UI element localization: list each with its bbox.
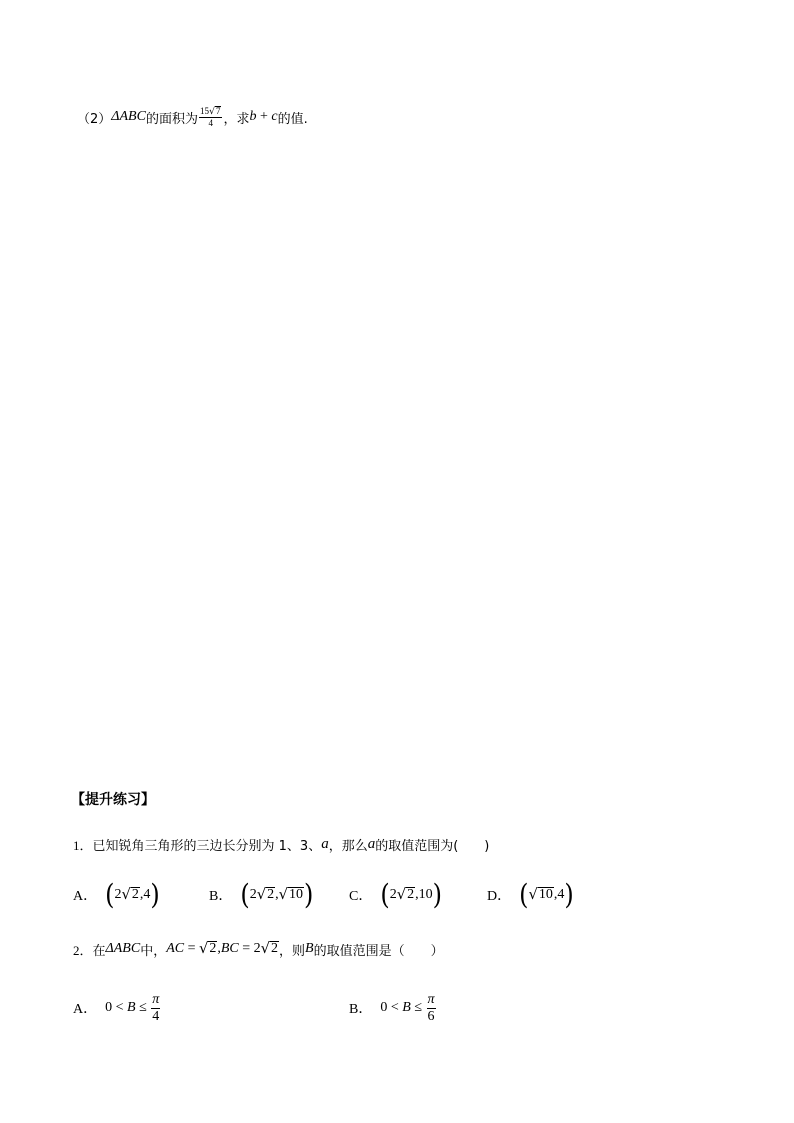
question-2 xyxy=(73,938,444,960)
fraction-denominator: 4 xyxy=(152,1008,160,1024)
q1-number: 1． xyxy=(73,837,93,853)
option-label: A． xyxy=(73,1002,98,1017)
q2-text-4: 的取值范围是（ ） xyxy=(313,943,444,959)
lhs: 0 < xyxy=(105,1000,128,1015)
option-label: B． xyxy=(349,1002,373,1017)
area-fraction xyxy=(199,106,223,128)
q1-option-c[interactable] xyxy=(349,880,442,910)
right-bound: 4 xyxy=(143,887,151,902)
option-label: A． xyxy=(73,889,98,904)
fraction-numerator: π xyxy=(427,991,435,1007)
part-prefix: （2） xyxy=(77,111,112,127)
option-label: C． xyxy=(349,889,373,904)
plus-sign: + xyxy=(256,109,272,124)
q1-var-a: a xyxy=(321,835,329,852)
q2-var-b: B xyxy=(305,941,314,956)
right-paren-icon: ) xyxy=(303,878,314,912)
radicand: 10 xyxy=(288,887,303,903)
radical-icon: √ xyxy=(199,940,209,958)
numerator-int: 15 xyxy=(199,105,209,116)
q2-option-a[interactable] xyxy=(73,988,161,1028)
radical-icon: √ xyxy=(278,886,288,904)
sqrt-7 xyxy=(209,106,222,116)
q2-comma: , xyxy=(217,941,221,956)
q2-text-3: ，则 xyxy=(279,943,306,959)
relation: ≤ xyxy=(135,1000,151,1015)
ask-text: ，求 xyxy=(223,111,250,127)
comma: , xyxy=(275,887,279,902)
radical-icon: √ xyxy=(260,940,271,958)
option-label: D． xyxy=(487,889,512,904)
var-b: B xyxy=(402,1000,411,1015)
comma: , xyxy=(553,887,558,902)
right-paren-icon: ) xyxy=(564,878,574,912)
q2-bc: BC xyxy=(220,941,239,956)
fraction-numerator xyxy=(199,106,223,118)
coef: 2 xyxy=(389,887,397,902)
option-label: B． xyxy=(209,889,233,904)
q2-text-2: 中， xyxy=(140,943,167,959)
q2-sqrt-bc xyxy=(261,941,279,957)
radical-icon: √ xyxy=(121,886,131,904)
q2-sqrt-ac xyxy=(199,941,217,957)
q1-text-1: 已知锐角三角形的三边长分别为 1、3、 xyxy=(92,838,322,854)
fraction-denominator: 6 xyxy=(427,1008,435,1024)
right-paren-icon: ) xyxy=(150,878,160,912)
pi-fraction xyxy=(427,993,436,1024)
left-paren-icon: ( xyxy=(519,878,529,912)
lhs: 0 < xyxy=(380,1000,403,1015)
fraction-numerator: π xyxy=(152,991,160,1007)
sqrt-10 xyxy=(529,887,554,903)
var-b: B xyxy=(127,1000,136,1015)
area-text: 的面积为 xyxy=(145,111,198,127)
fraction-denominator: 4 xyxy=(208,118,213,129)
radicand: 2 xyxy=(267,887,275,903)
radicand: 2 xyxy=(209,941,217,957)
left-paren-icon: ( xyxy=(380,878,390,912)
question-1 xyxy=(73,833,489,855)
q-part-2 xyxy=(77,104,308,130)
right-bound: 4 xyxy=(557,887,565,902)
var-c: c xyxy=(271,109,278,124)
radical-icon: √ xyxy=(256,886,267,904)
q1-text-2: ，那么 xyxy=(328,838,368,854)
radicand: 7 xyxy=(215,105,221,116)
q2-option-b[interactable] xyxy=(349,988,437,1028)
end-text: 的值. xyxy=(277,111,308,127)
radical-icon: √ xyxy=(528,886,538,904)
radical-icon: √ xyxy=(208,105,215,117)
q2-eq-2: = 2 xyxy=(238,941,261,956)
q2-number: 2． xyxy=(73,942,93,958)
q1-var-a-2: a xyxy=(367,835,376,852)
radicand: 2 xyxy=(131,887,139,903)
var-b: b xyxy=(249,109,257,124)
relation: ≤ xyxy=(410,1000,426,1015)
q1-option-a[interactable] xyxy=(73,880,160,910)
sqrt-2 xyxy=(397,887,415,903)
comma: , xyxy=(139,887,144,902)
left-paren-icon: ( xyxy=(105,878,115,912)
q2-triangle: ΔABC xyxy=(105,941,141,956)
radical-icon: √ xyxy=(396,886,407,904)
coef: 2 xyxy=(249,887,257,902)
q2-ac: AC xyxy=(166,941,185,956)
q1-option-d[interactable] xyxy=(487,880,574,910)
q2-eq-1: = xyxy=(184,941,200,956)
right-paren-icon: ) xyxy=(432,878,442,912)
sqrt-2 xyxy=(122,887,140,903)
comma: , xyxy=(415,887,419,902)
q1-option-b[interactable] xyxy=(209,880,313,910)
triangle-label: ΔABC xyxy=(111,109,146,124)
radicand: 2 xyxy=(407,887,415,903)
left-paren-icon: ( xyxy=(240,878,250,912)
right-bound: 10 xyxy=(418,887,433,902)
q1-text-3: 的取值范围为( ) xyxy=(375,838,490,854)
coef: 2 xyxy=(114,887,122,902)
sqrt-2 xyxy=(257,887,275,903)
radicand: 10 xyxy=(538,887,553,903)
sqrt-10 xyxy=(279,887,304,903)
radicand: 2 xyxy=(271,941,279,957)
pi-fraction xyxy=(151,993,160,1024)
q2-text-1: 在 xyxy=(92,943,106,959)
section-title: 【提升练习】 xyxy=(71,792,155,808)
